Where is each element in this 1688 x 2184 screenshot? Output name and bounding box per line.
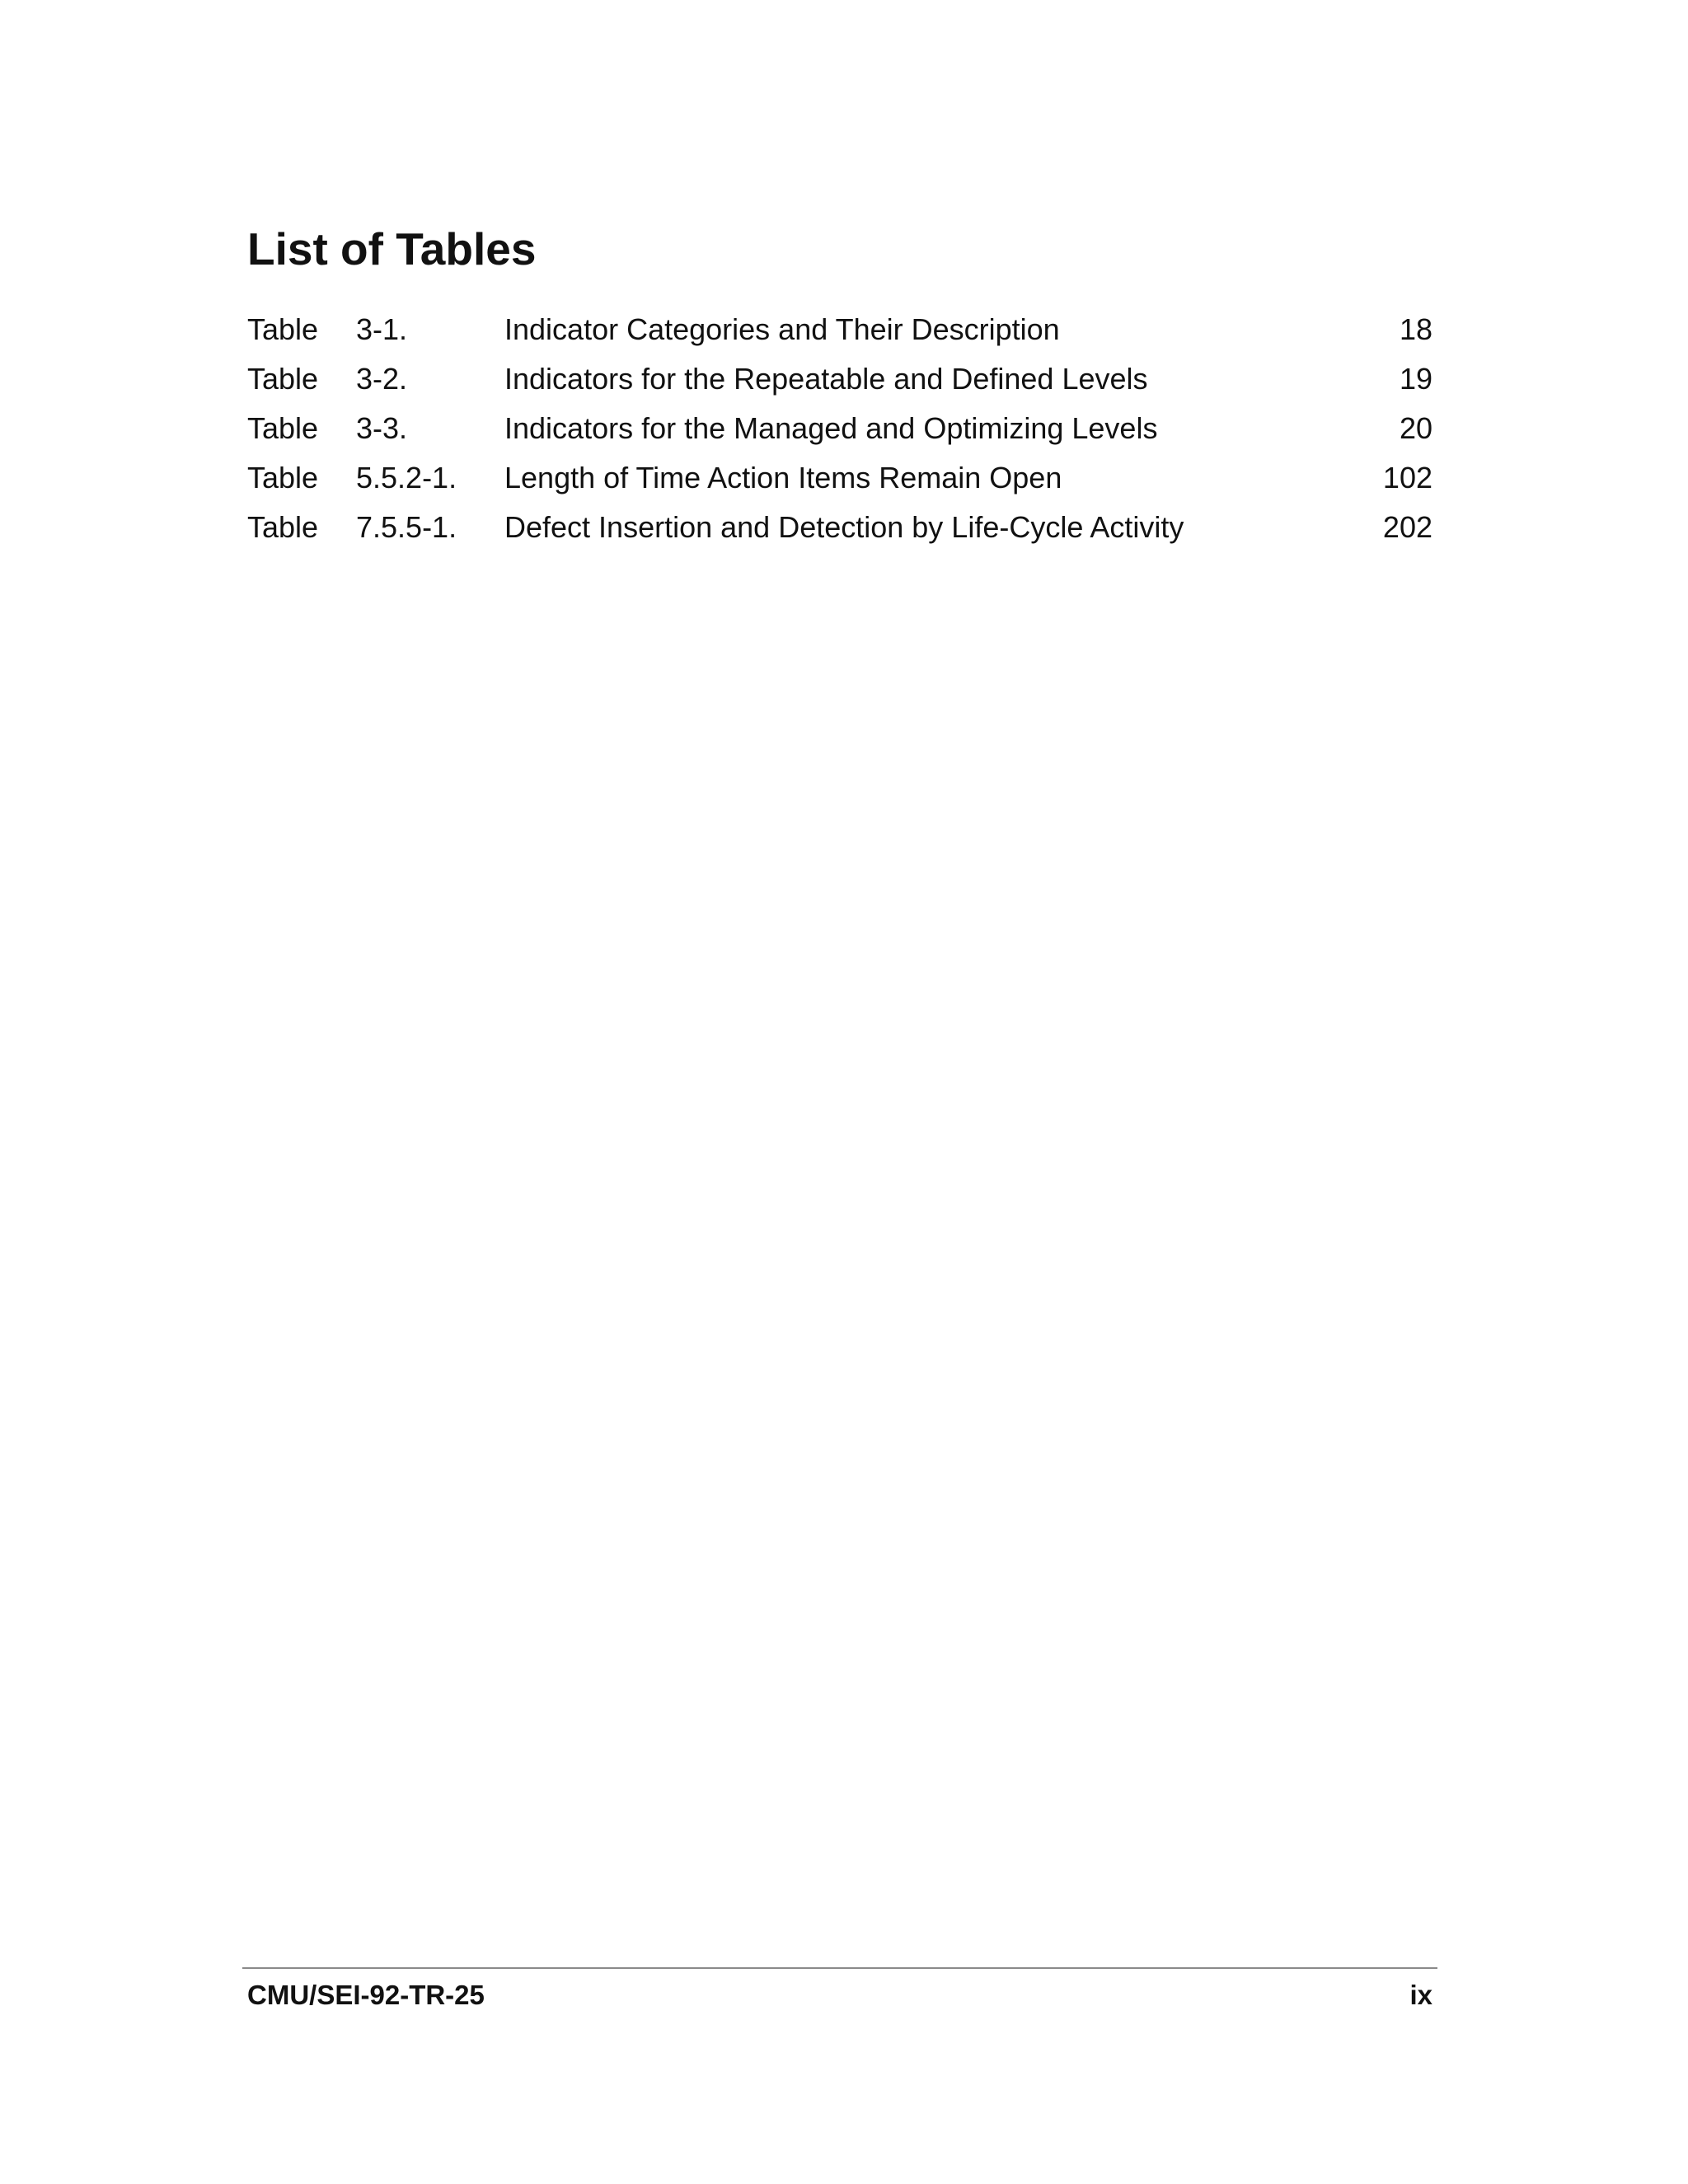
page-title: List of Tables <box>247 223 537 274</box>
toc-entry[interactable] <box>247 503 1432 552</box>
entry-number: 5.5.2-1. <box>356 461 457 494</box>
entry-number: 3-1. <box>356 312 408 346</box>
toc-entry[interactable] <box>247 404 1432 453</box>
entry-page: 20 <box>1399 411 1432 445</box>
toc-entry[interactable] <box>247 453 1432 503</box>
toc-entry[interactable] <box>247 305 1432 354</box>
entry-title: Indicator Categories and Their Description <box>504 312 1060 346</box>
entry-page: 202 <box>1382 510 1432 544</box>
entry-number: 3-2. <box>356 362 408 396</box>
entry-label: Table <box>247 411 319 445</box>
footer-divider <box>242 1967 1437 1969</box>
entry-title: Indicators for the Managed and Optimizing Levels <box>504 411 1158 445</box>
entry-page: 18 <box>1399 312 1432 346</box>
entry-label: Table <box>247 461 319 494</box>
entry-title: Defect Insertion and Detection by Life-Cycle Activity <box>504 510 1184 544</box>
table-list <box>247 305 1432 552</box>
entry-page: 102 <box>1382 461 1432 494</box>
entry-page: 19 <box>1399 362 1432 396</box>
entry-label: Table <box>247 362 319 396</box>
entry-number: 7.5.5-1. <box>356 510 457 544</box>
entry-title: Length of Time Action Items Remain Open <box>504 461 1062 494</box>
toc-entry[interactable] <box>247 354 1432 404</box>
entry-title: Indicators for the Repeatable and Defined Levels <box>504 362 1148 396</box>
footer-page-number: ix <box>1409 1980 1432 2010</box>
entry-label: Table <box>247 510 319 544</box>
entry-label: Table <box>247 312 319 346</box>
entry-number: 3-3. <box>356 411 408 445</box>
footer-report-id: CMU/SEI-92-TR-25 <box>247 1980 485 2010</box>
